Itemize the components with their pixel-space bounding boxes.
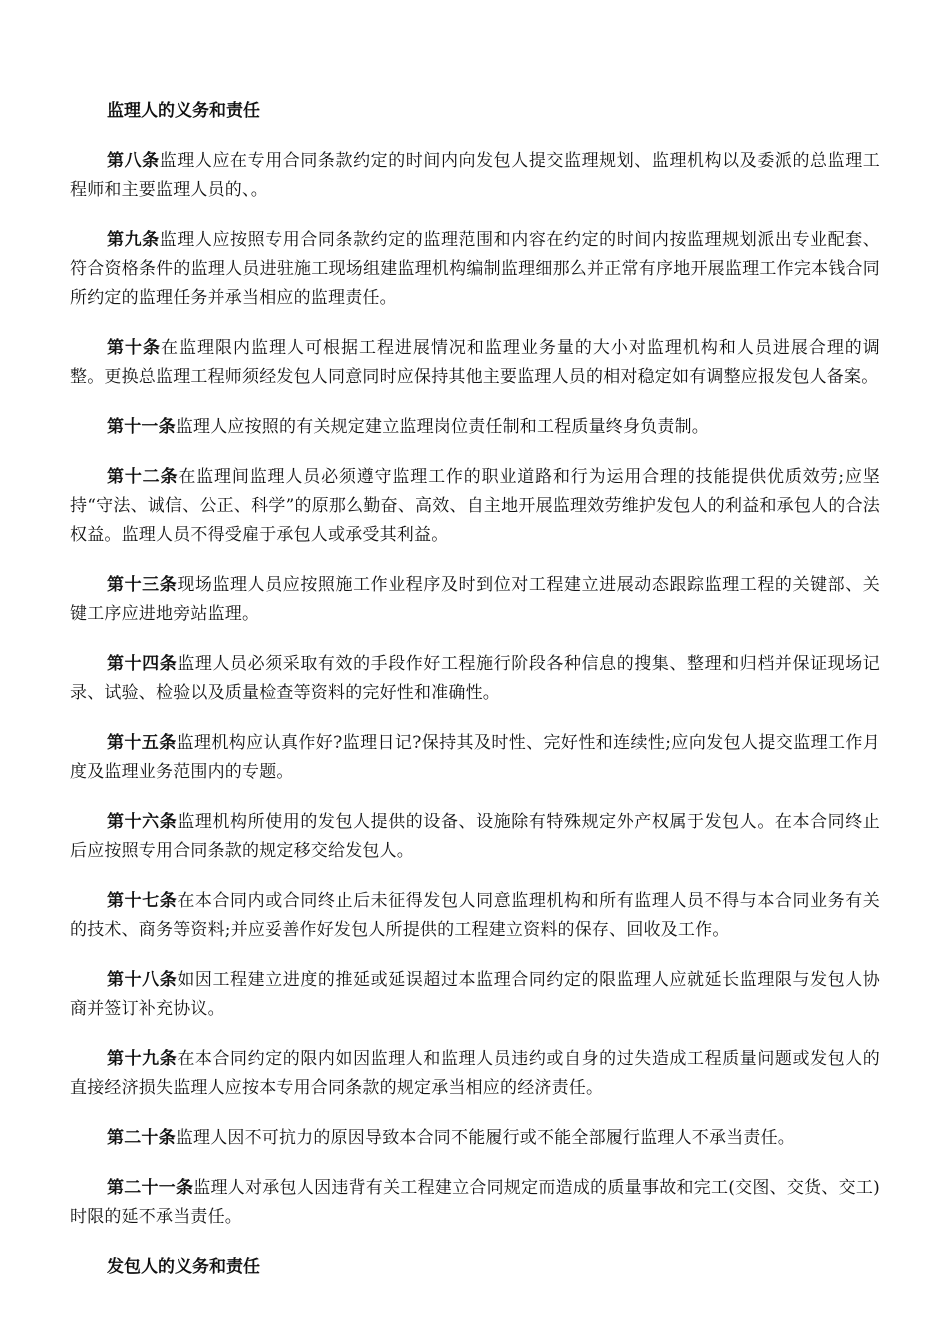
article-15 xyxy=(70,729,880,787)
article-label: 第十五条 xyxy=(107,733,177,753)
article-text: 在本合同内或合同终止后未征得发包人同意监理机构和所有监理人员不得与本合同业务有关的技术、商务等资料;并应妥善作好发包人所提供的工程建立资料的保存、回收及工作。 xyxy=(70,891,880,940)
section-heading-employer: 发包人的义务和责任 xyxy=(107,1257,260,1277)
article-14 xyxy=(70,650,880,708)
article-20 xyxy=(70,1124,880,1153)
article-21 xyxy=(70,1174,880,1232)
article-label: 第十条 xyxy=(107,338,161,358)
article-label: 第十九条 xyxy=(107,1049,178,1069)
article-text: 监理机构所使用的发包人提供的设备、设施除有特殊规定外产权属于发包人。在本合同终止后应按照专用合同条款的规定移交给发包人。 xyxy=(70,812,880,861)
article-text: 监理机构应认真作好?监理日记?保持其及时性、完好性和连续性;应向发包人提交监理工作月度及监理业务范围内的专题。 xyxy=(70,733,880,782)
article-text: 如因工程建立进度的推延或延误超过本监理合同约定的限监理人应就延长监理限与发包人协商并签订补充协议。 xyxy=(70,970,880,1019)
article-label: 第二十条 xyxy=(107,1128,176,1148)
article-8 xyxy=(70,147,880,205)
article-10 xyxy=(70,334,880,392)
article-label: 第二十一条 xyxy=(107,1178,194,1198)
article-text: 监理人应按照专用合同条款约定的监理范围和内容在约定的时间内按监理规划派出专业配套、符合资格条件的监理人员进驻施工现场组建监理机构编制监理细那么并正常有序地开展监理工作完本钱合同所约定的监理任务并承当相应的监理责任。 xyxy=(70,230,880,308)
article-text: 监理人应在专用合同条款约定的时间内向发包人提交监理规划、监理机构以及委派的总监理工程师和主要监理人员的、。 xyxy=(70,151,880,200)
article-text: 监理人员必须采取有效的手段作好工程施行阶段各种信息的搜集、整理和归档并保证现场记录、试验、检验以及质量检查等资料的完好性和准确性。 xyxy=(70,654,880,703)
article-text: 现场监理人员应按照施工作业程序及时到位对工程建立进展动态跟踪监理工程的关键部、关键工序应进地旁站监理。 xyxy=(70,575,880,624)
article-text: 在监理限内监理人可根据工程进展情况和监理业务量的大小对监理机构和人员进展合理的调整。更换总监理工程师须经发包人同意同时应保持其他主要监理人员的相对稳定如有调整应报发包人备案。 xyxy=(70,338,881,387)
article-label: 第十一条 xyxy=(107,417,176,437)
article-text: 在监理间监理人员必须遵守监理工作的职业道路和行为运用合理的技能提供优质效劳;应坚持“守法、诚信、公正、科学”的原那么勤奋、高效、自主地开展监理效劳维护发包人的利益和承包人的合法权益。监理人员不得受雇于承包人或承受其利益。 xyxy=(70,467,880,545)
article-text: 在本合同约定的限内如因监理人和监理人员违约或自身的过失造成工程质量问题或发包人的直接经济损失监理人应按本专用合同条款的规定承当相应的经济责任。 xyxy=(70,1049,880,1098)
article-12 xyxy=(70,463,880,550)
article-label: 第十三条 xyxy=(107,575,178,595)
article-label: 第十六条 xyxy=(107,812,178,832)
article-text: 监理人应按照的有关规定建立监理岗位责任制和工程质量终身负责制。 xyxy=(175,417,710,437)
article-16 xyxy=(70,808,880,866)
article-text: 监理人因不可抗力的原因导致本合同不能履行或不能全部履行监理人不承当责任。 xyxy=(175,1128,796,1148)
article-label: 第八条 xyxy=(107,151,160,171)
article-18 xyxy=(70,966,880,1024)
article-19 xyxy=(70,1045,880,1103)
article-label: 第九条 xyxy=(107,230,160,250)
article-9 xyxy=(70,226,880,313)
article-label: 第十四条 xyxy=(107,654,178,674)
article-label: 第十七条 xyxy=(107,891,178,911)
article-13 xyxy=(70,571,880,629)
article-17 xyxy=(70,887,880,945)
section-heading-supervisor: 监理人的义务和责任 xyxy=(107,101,260,121)
article-label: 第十八条 xyxy=(107,970,178,990)
article-label: 第十二条 xyxy=(107,467,179,487)
article-text: 监理人对承包人因违背有关工程建立合同规定而造成的质量事故和完工(交图、交货、交工)时限的延不承当责任。 xyxy=(70,1178,880,1227)
article-11 xyxy=(70,413,880,442)
